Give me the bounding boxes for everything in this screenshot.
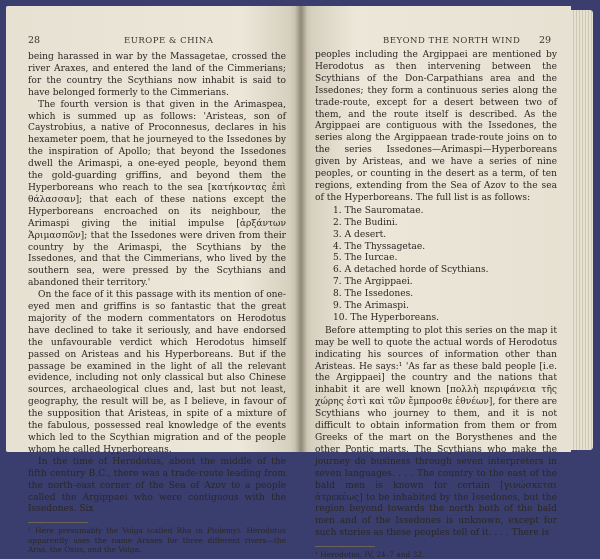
right-page-text — [315, 50, 557, 559]
list-item: 1. The Sauromatae. — [333, 205, 424, 216]
paragraph: peoples including the Argippaei are mentioned by Herodotus as then intervening between the Scythians of the Don-Carpathians area and the Issedones; they form a continuous series along the trade-route, except for a desert between two of them, and the route itself is described. As the Argippaei are contiguous with the Issedones, the series along the Argippaean trade-route joins on to the series Issedones—Arimaspi—Hyperboreans given by Aristeas, and we have a series of nine peoples, or counting in the desert as a term, of ten regions, extending from the Sea of Azov to the sea of the Hyperboreans. The full list is as follows: — [315, 50, 557, 203]
right-page — [301, 6, 571, 559]
paragraph: The fourth version is that given in the Arimaspea, which is summed up as follows: 'Aristeas, son of Caystrobius, a native of Proconnesus, declares in his hexameter poem, that he journeyed to the Issedones by the inspiration of Apollo; that beyond the Issedones dwell the Arimaspi, a one-eyed people, beyond them the gold-guarding griffins, and beyond them the Hyperboreans who reach to the sea [κατήκοντας ἐπὶ θάλασσαν]; that each of these nations except the Hyperboreans encroached on its neighbour, the Arimaspi giving the initial impulse [ἀρξάντων Ἀριμασπῶν]; that the Issedones were driven from their country by the Arimaspi, the Scythians by the Issedones, and that the Cimmerians, who lived by the southern sea, were pressed by the Scythians and abandoned their territory.' — [28, 99, 286, 289]
footnote: ¹ Here presumably the Volga (called Rha in Ptolemy). Herodotus apparently uses the name Araxes for three different rivers—the Aras, the Oxus, and the Volga. — [28, 526, 286, 554]
paragraph: In the time of Herodotus, about the middle of the fifth century B.C., there was a trade-route leading from the north-east corner of the Sea of Azov to a people called the Argippaei who were contiguous with the Issedones. Six — [28, 456, 286, 515]
list-item: 9. The Arimaspi. — [333, 301, 409, 312]
page-number: 28 — [28, 35, 41, 46]
list-item: 4. The Thyssagetae. — [333, 241, 426, 252]
book-gutter — [295, 6, 307, 452]
list-item: 3. A desert. — [333, 229, 387, 240]
paragraph: On the face of it this passage with its mention of one-eyed men and griffins is so fantastic that the great majority of the modern commentators on Herodotus have declined to take it seriously, and have endorsed the unfavourable verdict which Herodotus himself passed on Aristeas and his Hyperboreans. But if the passage be examined in the light of all the relevant evidence, including not only classical but also Chinese sources, archaeological clues and, last but not least, geography, the result will be, as I believe, in favour of the supposition that Aristeas, in spite of a mixture of the fabulous, possessed real knowledge of the events which led to the Scythian migration and of the people whom he called Hyperboreans. — [28, 290, 286, 455]
paragraph: Before attempting to plot this series on the map it may be well to quote the actual words of Herodotus indicating his sources of information other than Aristeas. He says:¹ 'As far as these bald people [i.e. the Argippaei] the country and the nations that inhabit it are well known [πολλὴ περιφάνεια τῆς χώρης ἐστὶ καὶ τῶν ἔμπροσθε ἐθνέων], for there are Scythians who journey to them, and it is not difficult to obtain information from them or from Greeks of the mart on the Borysthenes and the other Pontic marts. The Scythians who make the journey do business through seven interpreters in seven languages. . . . The country to the east of the bald men is known for certain [γινώσκεται ἀτρεκέως] to be inhabited by the Issedones, but the region beyond towards the north both of the bald men and of the Issedones is unknown, except for such stories as these peoples tell of it. . . . There is — [315, 325, 557, 539]
footnote: ¹ Herodotus, IV, 24–7 and 32. — [315, 550, 425, 559]
list-item: 7. The Argippaei. — [333, 277, 413, 288]
paragraph: being harassed in war by the Massagetae, crossed the river Araxes, and entered the land of the Cimmerians; for the country the Scythians now inhabit is said to have belonged formerly to the Cimmerians. — [28, 52, 286, 98]
open-book — [6, 6, 594, 559]
list-item: 6. A detached horde of Scythians. — [333, 265, 489, 276]
left-page — [6, 6, 301, 554]
peoples-list — [315, 206, 557, 325]
footnote-rule — [28, 522, 88, 523]
page-number: 29 — [539, 35, 552, 46]
list-item: 5. The Iurcae. — [333, 253, 398, 264]
list-item: 2. The Budini. — [333, 217, 398, 228]
footnote-rule — [315, 546, 375, 547]
page-edges — [571, 10, 593, 450]
list-item: 10. The Hyperboreans. — [333, 312, 440, 323]
list-item: 8. The Issedones. — [333, 289, 414, 300]
running-head: EUROPE & CHINA — [124, 36, 214, 46]
running-head: BEYOND THE NORTH WIND — [383, 36, 521, 46]
left-page-text — [28, 52, 286, 554]
